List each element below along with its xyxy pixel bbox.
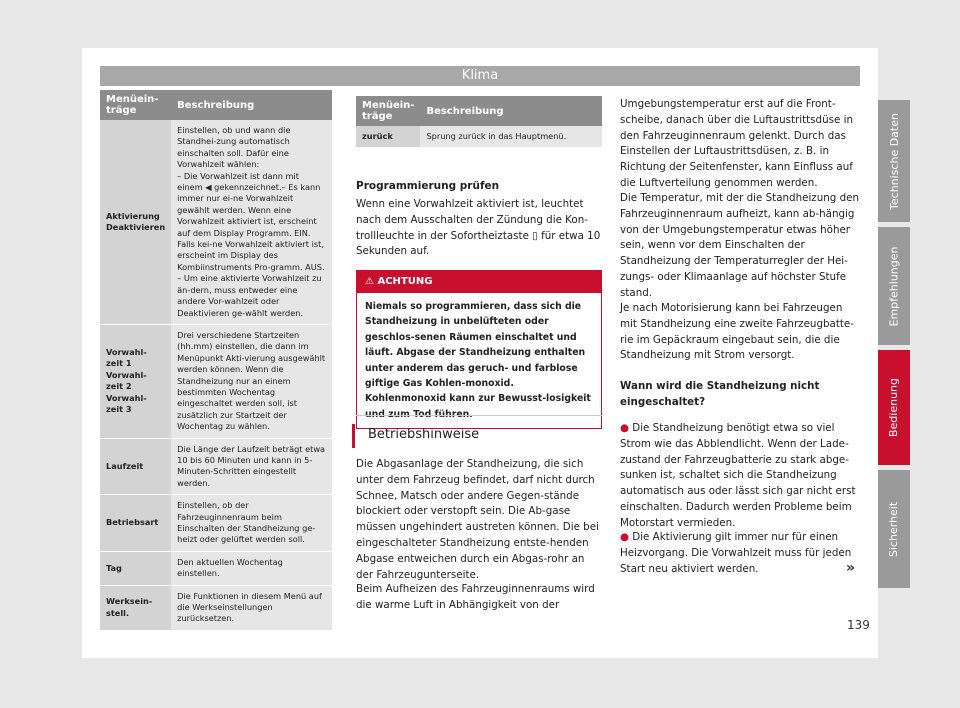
- table-row: [100, 120, 332, 324]
- bullet-text-2: Die Aktivierung gilt immer nur für einen Heizvorgang. Die Vorwahlzeit muss für jeden Start neu aktiviert werden.: [620, 531, 852, 575]
- bullet-text-1: Die Standheizung benötigt etwa so viel Strom wie das Abblendlicht. Wenn der Lade-zustand der Fahrzeugbatterie zu stark abge-sunken ist, schaltet sich die Standheizung automatisch aus oder lässt sich gar nicht erst einschalten. Dadurch werden Probleme beim Motorstart vermieden.: [620, 422, 856, 529]
- table-row: [100, 551, 332, 585]
- paragraph-abgasanlage: Die Abgasanlage der Standheizung, die sich unter dem Fahrzeug befindet, darf nicht durch Schnee, Matsch oder andere Gegen-stände blockiert oder verstopft sein. Die Ab-gase müssen ungehindert austreten können. Die bei eingeschalteter Standheizung entste-henden Abgase entweichen durch ein Abgas-rohr an der Fahrzeugunterseite.: [356, 458, 599, 581]
- page-number: 139: [847, 618, 870, 632]
- side-tab[interactable]: [878, 100, 910, 222]
- paragraph-aufheizen: Beim Aufheizen des Fahrzeuginnenraums wird die warme Luft in Abhängigkeit von der: [356, 583, 595, 611]
- menu-description-cell: Einstellen, ob und wann die Standhei-zung automatisch einschalten soll. Dafür eine Vorwahlzeit wählen: – Die Vorwahlzeit ist dann mit einem ◀ gekennzeichnet.– Es kann immer nur ei-ne Vorwahlzeit gewählt werden. Wenn eine Vorwahlzeit aktiviert ist, erscheint auf dem Display Programm. EIN. Falls kei-ne Vorwahlzeit aktiviert ist, erscheint im Display des Kombiinstruments Pro-gramm. AUS. – Um eine aktivierte Vorwahlzeit zu än-dern, muss entweder eine andere Vor-wahlzeit oder Deaktivieren ge-wählt werden.: [171, 120, 332, 324]
- warning-label: ACHTUNG: [377, 276, 433, 287]
- menu-description-cell: Den aktuellen Wochentag einstellen.: [171, 551, 332, 585]
- menu-table-left: [100, 90, 332, 631]
- table-row: [100, 438, 332, 495]
- side-tab-label: Empfehlungen: [887, 246, 901, 326]
- side-tab-label: Sicherheit: [887, 501, 901, 557]
- menu-entry-cell: Vorwahl- zeit 1 Vorwahl- zeit 2 Vorwahl- zeit 3: [100, 324, 171, 438]
- menu-description-cell: Die Länge der Laufzeit beträgt etwa 10 bis 60 Minuten und kann in 5-Minuten-Schritten eingestellt werden.: [171, 438, 332, 495]
- warning-triangle-icon: ⚠: [365, 276, 374, 287]
- side-tab-label: Bedienung: [887, 377, 901, 438]
- menu-entry-cell: zurück: [356, 126, 420, 148]
- table-row: [356, 126, 602, 148]
- menu-entry-cell: Betriebsart: [100, 495, 171, 552]
- column-header-entries: Menüein- träge: [100, 90, 171, 120]
- question-heading: Wann wird die Standheizung nicht eingeschaltet?: [620, 380, 820, 408]
- paragraph-temperatur: Die Temperatur, mit der die Standheizung den Fahrzeuginnenraum aufheizt, kann ab-hängig von der Umgebungstemperatur etwas höher sein, wenn vor dem Einschalten der Standheizung der Temperaturregler der Hei-zungs- oder Klimaanlage auf höchster Stufe stand.: [620, 192, 859, 299]
- warning-text: Niemals so programmieren, dass sich die Standheizung in unbelüfteten oder geschlos-senen Räumen einschaltet und läuft. Abgase der Standheizung enthalten unter anderem das geruch- und farblose giftige Gas Kohlen-monoxid. Kohlenmonoxid kann zur Bewusst-losigkeit: [365, 301, 591, 405]
- side-tab-label: Technische Daten: [887, 112, 901, 210]
- section-title-programmierung: Programmierung prüfen: [356, 180, 500, 192]
- paragraph-umgebung: Umgebungstemperatur erst auf die Front-scheibe, danach über die Luftaustrittsdüse in den Fahrzeuginnenraum gelenkt. Durch das Einstellen der Luftaustrittsdüsen, z. B. in Richtung der Seitenfenster, kann Einfluss auf die Luftverteilung genommen werden.: [620, 98, 853, 189]
- table-row: [100, 324, 332, 438]
- side-tab[interactable]: [878, 350, 910, 465]
- section-marker: [352, 424, 355, 448]
- table-row: [100, 585, 332, 630]
- column-header-entries: Menüein- träge: [356, 96, 420, 126]
- bullet-item: [620, 421, 860, 532]
- menu-entry-cell: Werksein- stell.: [100, 585, 171, 630]
- table-row: [100, 495, 332, 552]
- bullet-icon: ●: [620, 422, 633, 434]
- divider: [356, 415, 602, 416]
- section-title-betriebshinweise: Betriebshinweise: [368, 427, 480, 442]
- menu-entry-cell: Laufzeit: [100, 438, 171, 495]
- menu-table-right: [356, 96, 602, 148]
- column-header-description: Beschreibung: [171, 90, 332, 120]
- menu-description-cell: Sprung zurück in das Hauptmenü.: [420, 126, 602, 148]
- menu-entry-cell: Aktivierung Deaktivieren: [100, 120, 171, 324]
- continue-arrow-icon: »: [846, 560, 856, 576]
- side-tab[interactable]: [878, 227, 910, 345]
- menu-entry-cell: Tag: [100, 551, 171, 585]
- page-header: Klima: [100, 66, 860, 86]
- side-tab[interactable]: [878, 470, 910, 588]
- column-header-description: Beschreibung: [420, 96, 602, 126]
- paragraph-batterie: Je nach Motorisierung kann bei Fahrzeugen mit Standheizung eine zweite Fahrzeugbatte-rie im Gepäckraum eingebaut sein, die die Standheizung mit Strom versorgt.: [620, 302, 854, 362]
- warning-header: [357, 271, 601, 293]
- paragraph-programmierung: Wenn eine Vorwahlzeit aktiviert ist, leuchtet nach dem Ausschalten der Zündung die Kon-trollleuchte in der Sofortheiztaste ▯ für etwa 10 Sekunden auf.: [356, 198, 601, 258]
- menu-description-cell: Einstellen, ob der Fahrzeuginnenraum beim Einschalten der Standheizung ge-heizt oder gelüftet werden soll.: [171, 495, 332, 552]
- bullet-item: [620, 530, 860, 577]
- menu-description-cell: Die Funktionen in diesem Menü auf die Werkseinstellungen zurücksetzen.: [171, 585, 332, 630]
- warning-box: [356, 270, 602, 429]
- bullet-icon: ●: [620, 531, 633, 543]
- menu-description-cell: Drei verschiedene Startzeiten (hh.mm) einstellen, die dann im Menüpunkt Akti-vierung ausgewählt werden können. Wenn die Standheizung nur an einem bestimmten Wochentag eingeschaltet werden soll, ist zusätzlich zur Startzeit der Wochentag zu wählen.: [171, 324, 332, 438]
